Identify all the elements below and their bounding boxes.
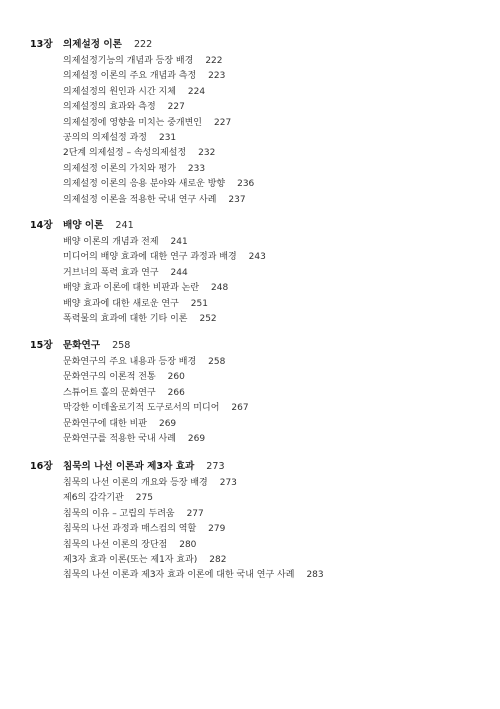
section-title: 문화연구의 이론적 전통 [63,372,156,383]
section-page: 279 [208,524,226,535]
chapter-number: 16장 [30,461,53,472]
chapter-page: 273 [206,461,225,472]
section-item [0,355,500,370]
section-title: 의제설정기능의 개념과 등장 배경 [63,56,194,66]
section-page: 222 [205,56,223,66]
section-item [0,69,500,84]
chapter-heading [0,458,500,476]
section-page: 269 [187,433,206,444]
section-title: 침묵의 나선 이론의 장단점 [63,539,168,550]
chapter-14 [0,217,500,327]
chapter-heading [0,36,500,54]
section-page: 251 [190,298,208,309]
section-page: 243 [248,252,266,263]
section-title: 스튜어트 홀의 문화연구 [63,387,156,398]
section-title: 폭력물의 효과에 대한 기타 이론 [63,313,188,324]
section-item [0,297,500,312]
section-page: 267 [231,403,249,414]
section-title: 거브너의 폭력 효과 연구 [63,267,159,278]
chapter-16 [0,458,500,584]
section-page: 275 [135,493,153,504]
section-title: 침묵의 나선 이론과 제3자 효과 이론에 대한 국내 연구 사례 [63,570,295,581]
section-list [0,476,500,584]
chapter-heading [0,217,500,235]
section-title: 배양 효과 이론에 대한 비판과 논란 [63,283,200,294]
chapter-heading [0,337,500,355]
chapter-number: 14장 [30,220,53,231]
section-page: 273 [219,478,237,488]
section-page: 258 [208,357,226,367]
section-title: 침묵의 나선 이론의 개요와 등장 배경 [63,478,208,488]
section-title: 문화연구의 주요 내용과 등장 배경 [63,357,197,367]
section-list [0,355,500,447]
section-item [0,131,500,146]
section-title: 침묵의 나선 과정과 매스컴의 역할 [63,524,197,535]
section-list [0,54,500,208]
section-item [0,312,500,327]
section-page: 280 [179,539,197,550]
section-title: 의제설정 이론을 적용한 국내 연구 사례 [63,194,217,205]
section-title: 배양 이론의 개념과 전제 [63,237,159,247]
section-page: 244 [170,267,188,278]
section-item [0,281,500,296]
section-item [0,235,500,250]
chapter-title: 배양 이론 241 [63,220,134,231]
section-item [0,522,500,537]
chapter-number: 13장 [30,39,53,50]
section-item [0,100,500,115]
section-title: 제3자 효과 이론(또는 제1자 효과) [63,554,198,565]
section-item [0,250,500,265]
section-page: 241 [170,237,188,247]
section-item [0,507,500,522]
section-item [0,417,500,432]
chapter-13 [0,36,500,208]
section-item [0,432,500,447]
chapter-page: 258 [112,340,131,351]
section-title: 의제설정의 효과와 측정 [63,102,156,113]
section-item [0,85,500,100]
section-item [0,54,500,69]
section-page: 227 [167,102,185,113]
section-item [0,266,500,281]
section-item [0,491,500,506]
section-page: 231 [158,132,177,143]
section-page: 227 [214,117,232,128]
chapter-title: 의제설정 이론 222 [63,39,153,50]
section-title: 문화연구를 적용한 국내 사례 [63,433,176,444]
section-page: 277 [186,508,204,519]
chapter-title: 문화연구 258 [63,340,131,351]
section-page: 224 [187,86,206,97]
section-page: 236 [237,179,255,190]
chapter-page: 241 [115,220,134,231]
section-item [0,553,500,568]
section-title: 미디어의 배양 효과에 대한 연구 과정과 배경 [63,252,237,263]
section-item [0,370,500,385]
chapter-page: 222 [133,39,153,50]
section-item [0,146,500,161]
section-page: 269 [158,418,177,429]
section-page: 266 [167,387,185,398]
section-item [0,386,500,401]
section-item [0,116,500,131]
section-item [0,162,500,177]
section-page: 232 [198,148,216,159]
section-item [0,538,500,553]
section-page: 283 [306,570,324,581]
section-page: 252 [199,313,217,324]
section-title: 공의의 의제설정 과정 [63,132,147,143]
section-item [0,568,500,583]
section-page: 223 [208,71,226,82]
section-page: 282 [209,554,227,565]
section-list [0,235,500,327]
section-title: 의제설정 이론의 응용 분야와 새로운 방향 [63,179,226,190]
section-item [0,476,500,491]
section-title: 배양 효과에 대한 새로운 연구 [63,298,179,309]
section-title: 2단계 의제설정 – 속성의제설정 [63,148,187,159]
section-title: 문화연구에 대한 비판 [63,418,147,429]
section-title: 의제설정의 원인과 시간 지체 [63,86,176,97]
chapter-15 [0,337,500,447]
section-title: 막강한 이데올로기적 도구로서의 미디어 [63,403,220,414]
section-page: 260 [167,372,185,383]
section-page: 237 [228,194,246,205]
section-page: 233 [187,163,206,174]
section-title: 의제설정 이론의 가치와 평가 [63,163,176,174]
section-title: 의제설정에 영향을 미치는 중개변인 [63,117,202,128]
section-item [0,177,500,192]
section-title: 침묵의 이유 – 고립의 두려움 [63,508,175,519]
section-title: 의제설정 이론의 주요 개념과 측정 [63,71,197,82]
section-item [0,401,500,416]
section-page: 248 [211,283,229,294]
chapter-title: 침묵의 나선 이론과 제3자 효과 273 [63,461,225,472]
section-title: 제6의 감각기관 [63,493,124,504]
section-item [0,193,500,208]
chapter-number: 15장 [30,340,53,351]
